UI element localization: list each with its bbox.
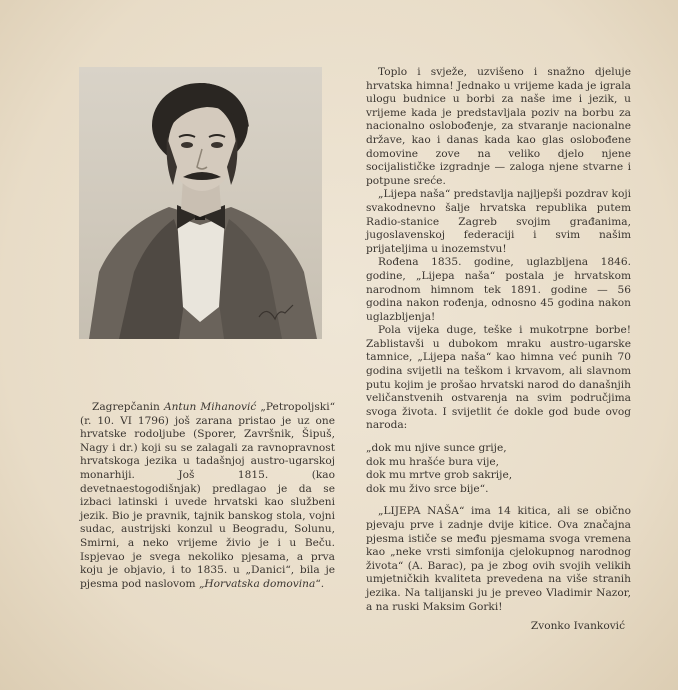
portrait-image [79,67,322,339]
essay-paragraph-3: Rođena 1835. godine, uglazbljena 1846. godine, „Lijepa naša“ postala je hrvatskom narodnom himnom tek 1891. godine — 56 godina nakon rođenja, odnosno 45 godina nakon uglazbljenja! [366,256,631,323]
essay-paragraph-2: „Lijepa naša“ predstavlja najljepši pozdrav koji svakodnevno šalje hrvatska republika putem Radio-stanice Zagreb svojim građanima, jugoslavenskoj federaciji i svim našim prijateljima u inozemstvu! [366,188,631,255]
essay-paragraph-4: Pola vijeka duge, teške i mukotrpne borbe! Zablistavši u dubokom mraku austro-ugarske tamnice, „Lijepa naša“ kao himna već punih 70 godina svijetli na teškom i krvavom, ali slavnom putu kojim je prošao hrvatski narod do današnjih veličanstvenih ostvarenja na svim područjima svoga života. I svijetlit će dokle god bude ovog naroda: [366,324,631,432]
anthem-verse [366,442,631,496]
verse-line: dok mu hrašće bura vije, [366,455,500,468]
left-column-biography [80,401,335,591]
poem-title: „Horvatska domovina [198,577,316,590]
verse-line: „dok mu njive sunce grije, [366,442,507,455]
poet-name: Antun Mihanović [163,401,257,413]
right-column-essay [366,66,631,634]
biography-intro: Zagrepčanin [92,401,164,413]
verse-line: dok mu mrtve grob sakrije, [366,469,513,482]
author-signature: Zvonko Ivanković [530,620,625,633]
biography-closing: “. [315,577,325,590]
biography-text: „Petropoljski“ (r. 10. VI 1796) još zarana pristao je uz one hrvatske rodoljube (Sporer, Završnik, Šipuš, Nagy i dr.) koji su se zalagali za ravnopravnost hrvatskoga jezika u tadašnjoj austro-ugarskoj monarhiji. Još 1815. (kao devetnaestogodišnjak) predlagao je da se izbaci latinski i uvede hrvatski kao službeni jezik. Bio je pravnik, tajnik banskog stola, vojni sudac, austrijski konzul u Beogradu, Solunu, Smirni, a neko vrijeme živio je i u Beču. Ispjevao je svega nekoliko pjesama, a prva koju je objavio, i to 1835. u „Danici“, bila je pjesma pod naslovom [80,401,336,590]
verse-line: dok mu živo srce bije“. [366,482,489,495]
essay-paragraph-1: Toplo i svježe, uzvišeno i snažno djeluje hrvatska himna! Jednako u vrijeme kada je igrala ulogu budnice u borbi za naše ime i jezik, u vrijeme kada je predstavljala poziv na borbu za nacionalno oslobođenje, za stvaranje nacionalne države, kao i danas kada kao glas oslobođene domovine zove na veliko djelo njene socijalističke izgradnje — zaloga njene stvarne i potpune sreće. [366,66,631,187]
essay-paragraph-5: „LIJEPA NAŠA“ ima 14 kitica, ali se obično pjevaju prve i zadnje dvije kitice. Ova značajna pjesma ističe se među pjesmama svoga vremena kao „neke vrsti simfonija cjelokupnog narodnog života“ (A. Barac), pa je zbog ovih svojih velikih umjetničkih kvaliteta prevedena na više stranih jezika. Na talijanski ju je preveo Vladimir Nazor, a na ruski Maksim Gorki! [366,505,631,613]
biography-paragraph [80,401,335,591]
portrait-photo [79,67,322,339]
